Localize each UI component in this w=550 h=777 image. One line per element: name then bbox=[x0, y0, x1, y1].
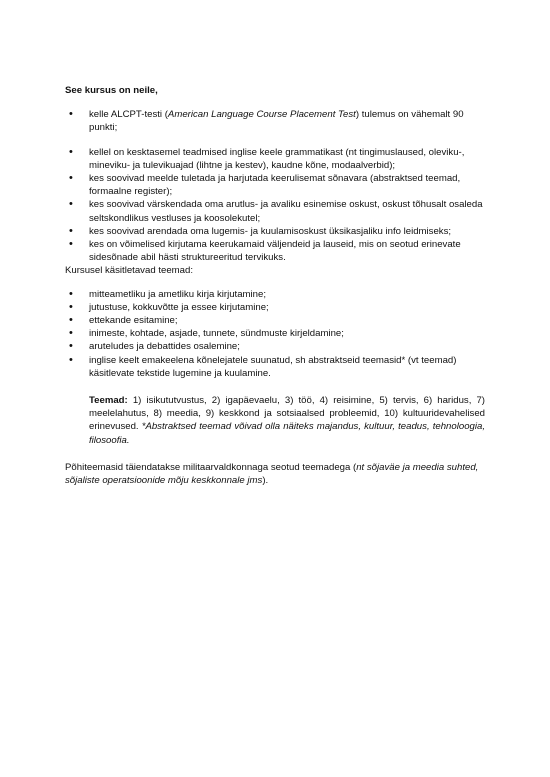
list-item: • kes soovivad arendada oma lugemis- ja kuulamisoskust üksikasjaliku info leidmiseks; bbox=[65, 225, 485, 238]
themes-paragraph bbox=[65, 394, 485, 447]
audience-heading: See kursus on neile, bbox=[65, 85, 158, 96]
list-item: • kes on võimelised kirjutama keerukamaid väljendeid ja lauseid, mis on seotud erinevate sidesõnade abil hästi struktureeritud tervikuks. bbox=[65, 238, 485, 264]
list-item: • jutustuse, kokkuvõtte ja essee kirjutamine; bbox=[65, 301, 485, 314]
list-item: • ettekande esitamine; bbox=[65, 314, 485, 327]
audience-list bbox=[65, 108, 485, 264]
list-item: • kellel on kesktasemel teadmised inglise keele grammatikast (nt tingimuslaused, oleviku-, mineviku- ja tulevikuajad (lihtne ja kestev), kaudne kõne, modaalverbid); bbox=[65, 146, 485, 172]
test-name: American Language Course Placement Test bbox=[167, 109, 356, 121]
themes-note: *Abstraktsed teemad võivad olla näiteks majandus, kultuur, teadus, tehnoloogia, filosoofia. bbox=[89, 421, 485, 446]
list-item: • inimeste, kohtade, asjade, tunnete, sündmuste kirjeldamine; bbox=[65, 327, 485, 340]
topics-heading: Kursusel käsitletavad teemad: bbox=[65, 265, 193, 277]
list-item: • kes soovivad meelde tuletada ja harjutada keerulisemat sõnavara (abstraktsed teemad, formaalne register); bbox=[65, 172, 485, 198]
list-item: • kes soovivad värskendada oma arutlus- ja avaliku esinemise oskust, oskust tõhusalt osaleda seltskondlikus vestluses ja koosolekutel; bbox=[65, 198, 485, 224]
closing-paragraph bbox=[65, 461, 485, 487]
list-item: • inglise keelt emakeelena kõnelejatele suunatud, sh abstraktseid teemasid* (vt teemad) käsitlevate tekstide lugemine ja kuulamine. bbox=[65, 354, 485, 380]
list-item-text: ) tulemus on vähemalt 90 punkti; bbox=[89, 109, 464, 134]
closing-examples: nt sõjaväe ja meedia suhted, sõjaliste operatsioonide mõju keskkonnale jms bbox=[65, 461, 479, 487]
document-content bbox=[65, 84, 485, 487]
list-item-text: kelle ALCPT-testi ( bbox=[89, 109, 168, 121]
list-item: • aruteludes ja debattides osalemine; bbox=[65, 340, 485, 353]
closing-text-end: ). bbox=[262, 475, 269, 487]
closing-text: Põhiteemasid täiendatakse militaarvaldkonnaga seotud teemadega ( bbox=[65, 461, 357, 473]
themes-label: Teemad: bbox=[89, 395, 128, 407]
topics-list bbox=[65, 288, 485, 380]
list-item: • mitteametliku ja ametliku kirja kirjutamine; bbox=[65, 288, 485, 301]
list-item bbox=[65, 108, 485, 134]
themes-list: 1) isikututvustus, 2) igapäevaelu, 3) töö, 4) reisimine, 5) tervis, 6) haridus, 7) meelelahutus, 8) meedia, 9) keskkond ja sotsiaalsed probleemid, 10) kultuuridevahelised erinevused. bbox=[89, 395, 485, 433]
